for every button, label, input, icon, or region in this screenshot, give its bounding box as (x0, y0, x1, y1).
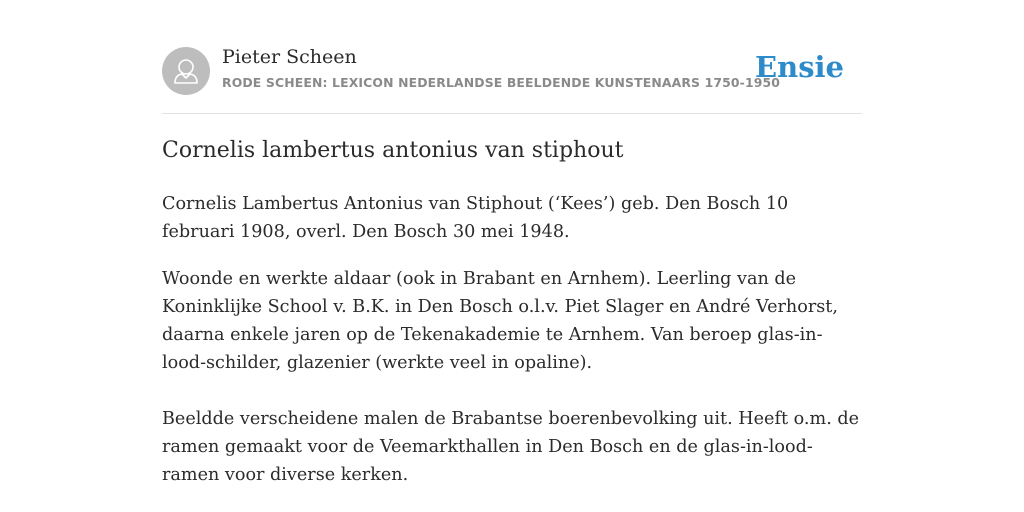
source-name[interactable]: RODE SCHEEN: LEXICON NEDERLANDSE BEELDENDE KUNSTENAARS 1750-1950 (222, 75, 781, 90)
article-paragraph: Woonde en werkte aldaar (ook in Brabant en Arnhem). Leerling van de Koninklijke School v. B.K. in Den Bosch o.l.v. Piet Slager en André Verhorst, daarna enkele jaren op de Tekenakademie te Arnhem. Van beroep glas-in-lood-schilder, glazenier (werkte veel in opaline). (162, 269, 838, 373)
ensie-logo[interactable]: Ensie (755, 50, 844, 84)
header-divider (162, 113, 862, 114)
article-paragraph: Beeldde verscheidene malen de Brabantse boerenbevolking uit. Heeft o.m. de ramen gemaakt voor de Veemarkthallen in Den Bosch en de glas-in-lood-ramen voor diverse kerken. (162, 409, 860, 485)
article-header (162, 46, 862, 96)
article-paragraph: Cornelis Lambertus Antonius van Stiphout (‘Kees’) geb. Den Bosch 10 februari 1908, overl. Den Bosch 30 mei 1948. (162, 194, 789, 242)
page-title: Cornelis lambertus antonius van stiphout (162, 138, 624, 163)
user-avatar-icon[interactable] (162, 47, 210, 95)
author-name[interactable]: Pieter Scheen (222, 46, 357, 68)
